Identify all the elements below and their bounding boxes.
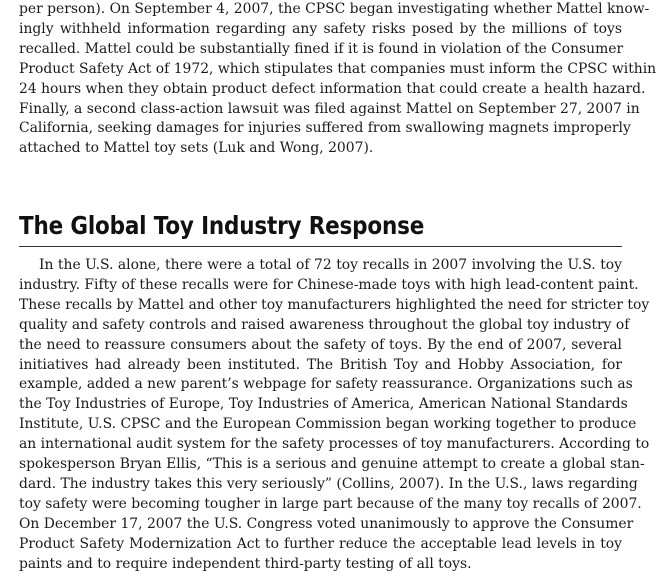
heading-rule xyxy=(19,246,622,247)
text-line: Product Safety Modernization Act to further reduce the acceptable lead levels in toy xyxy=(19,535,622,552)
text-line: 24 hours when they obtain product defect information that could create a health hazard. xyxy=(19,80,646,97)
text-line: recalled. Mattel could be substantially fined if it is found in violation of the Consumer xyxy=(19,40,624,57)
text-line: dard. The industry takes this very seriously” (Collins, 2007). In the U.S., laws regarding xyxy=(19,475,638,492)
body-paragraph xyxy=(19,256,650,575)
text-line: per person). On September 4, 2007, the CPSC began investigating whether Mattel know- xyxy=(19,1,650,17)
top-paragraph xyxy=(19,0,657,159)
text-line: industry. Fifty of these recalls were for Chinese-made toys with high lead-content paint. xyxy=(19,276,639,293)
text-line: spokesperson Bryan Ellis, “This is a serious and genuine attempt to create a global stan- xyxy=(19,456,645,473)
text-line: On December 17, 2007 the U.S. Congress voted unanimously to approve the Consumer xyxy=(19,515,634,532)
text-line: quality and safety controls and raised awareness throughout the global toy industry of xyxy=(19,316,630,333)
text-line: paints and to require independent third-party testing of all toys. xyxy=(19,555,472,572)
text-line: California, seeking damages for injuries suffered from swallowing magnets improperly xyxy=(19,120,631,137)
text-line: example, added a new parent’s webpage for safety reassurance. Organizations such as xyxy=(19,376,633,393)
text-line: the Toy Industries of Europe, Toy Industries of America, American National Standards xyxy=(19,396,628,413)
text-line: In the U.S. alone, there were a total of 72 toy recalls in 2007 involving the U.S. toy xyxy=(39,257,622,273)
section-heading: The Global Toy Industry Response xyxy=(19,211,425,240)
text-line: the need to reassure consumers about the safety of toys. By the end of 2007, several xyxy=(19,336,622,353)
text-line: Institute, U.S. CPSC and the European Commission began working together to produce xyxy=(19,416,637,433)
text-line: ingly withheld information regarding any safety risks posed by the millions of toys xyxy=(19,20,622,37)
text-line: toy safety were becoming tougher in large part because of the many toy recalls of 2007. xyxy=(19,495,642,512)
text-line: initiatives had already been instituted. The British Toy and Hobby Association, for xyxy=(19,356,622,373)
text-line: Product Safety Act of 1972, which stipulates that companies must inform the CPSC within xyxy=(19,60,657,77)
text-line: Finally, a second class-action lawsuit was filed against Mattel on September 27, 2007 in xyxy=(19,100,640,117)
text-line: These recalls by Mattel and other toy manufacturers highlighted the need for stricter toy xyxy=(19,296,650,313)
text-line: attached to Mattel toy sets (Luk and Wong, 2007). xyxy=(19,140,374,157)
text-line: an international audit system for the safety processes of toy manufacturers. According to xyxy=(19,436,650,453)
